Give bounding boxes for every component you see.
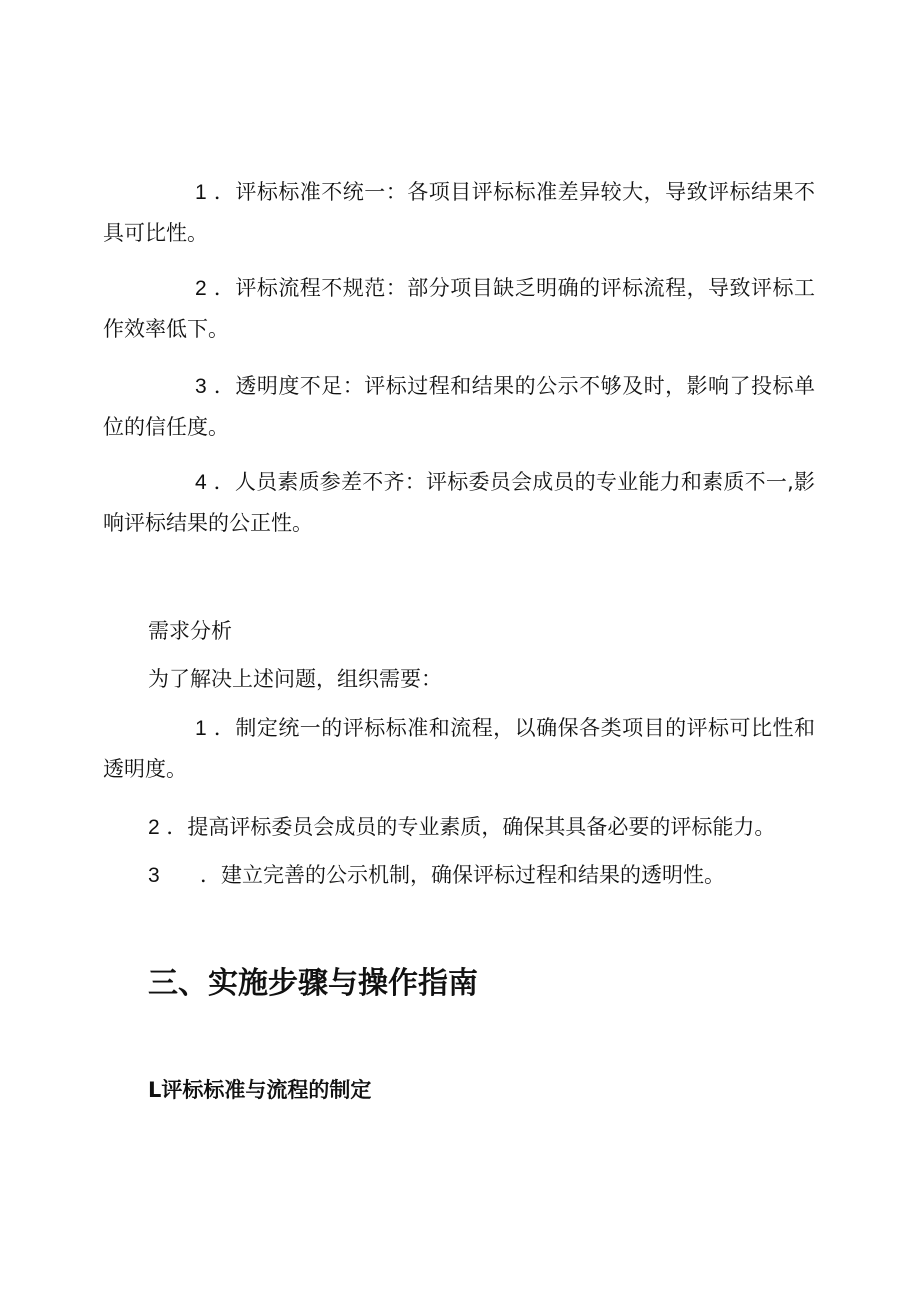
section-title: 三、实施步骤与操作指南 [148,966,478,1001]
problem-number: 2 [195,277,207,300]
problem-item-3 [103,366,815,447]
problem-text: ．评标流程不规范：部分项目缺乏明确的评标流程，导致评标工作效率低下。 [103,276,815,341]
problem-number: 1 [195,181,207,204]
need-number: 1 [195,717,207,740]
need-number: 3 [148,864,160,887]
need-item-1 [103,708,815,789]
need-item-3 [148,860,725,891]
need-number: 2 [148,816,160,839]
needs-heading: 需求分析 [148,619,232,643]
problem-number: 4 [195,471,207,494]
problem-item-2 [103,268,815,349]
need-text: ．提高评标委员会成员的专业素质，确保其具备必要的评标能力。 [166,815,776,839]
problem-item-1 [103,172,815,253]
problem-text: ．透明度不足：评标过程和结果的公示不够及时，影响了投标单位的信任度。 [103,374,815,439]
problem-item-4 [103,462,815,543]
problem-text: ．评标标准不统一：各项目评标标准差异较大，导致评标结果不具可比性。 [103,180,815,245]
problem-text: ．人员素质参差不齐：评标委员会成员的专业能力和素质不一,影响评标结果的公正性。 [103,470,815,535]
need-text: ．制定统一的评标标准和流程，以确保各类项目的评标可比性和透明度。 [103,716,815,781]
need-text: ．建立完善的公示机制，确保评标过程和结果的透明性。 [200,863,725,887]
needs-intro: 为了解决上述问题，组织需要： [148,667,442,691]
section-subtitle: L评标标准与流程的制定 [148,1078,372,1102]
problem-number: 3 [195,375,207,398]
need-item-2 [148,812,775,843]
